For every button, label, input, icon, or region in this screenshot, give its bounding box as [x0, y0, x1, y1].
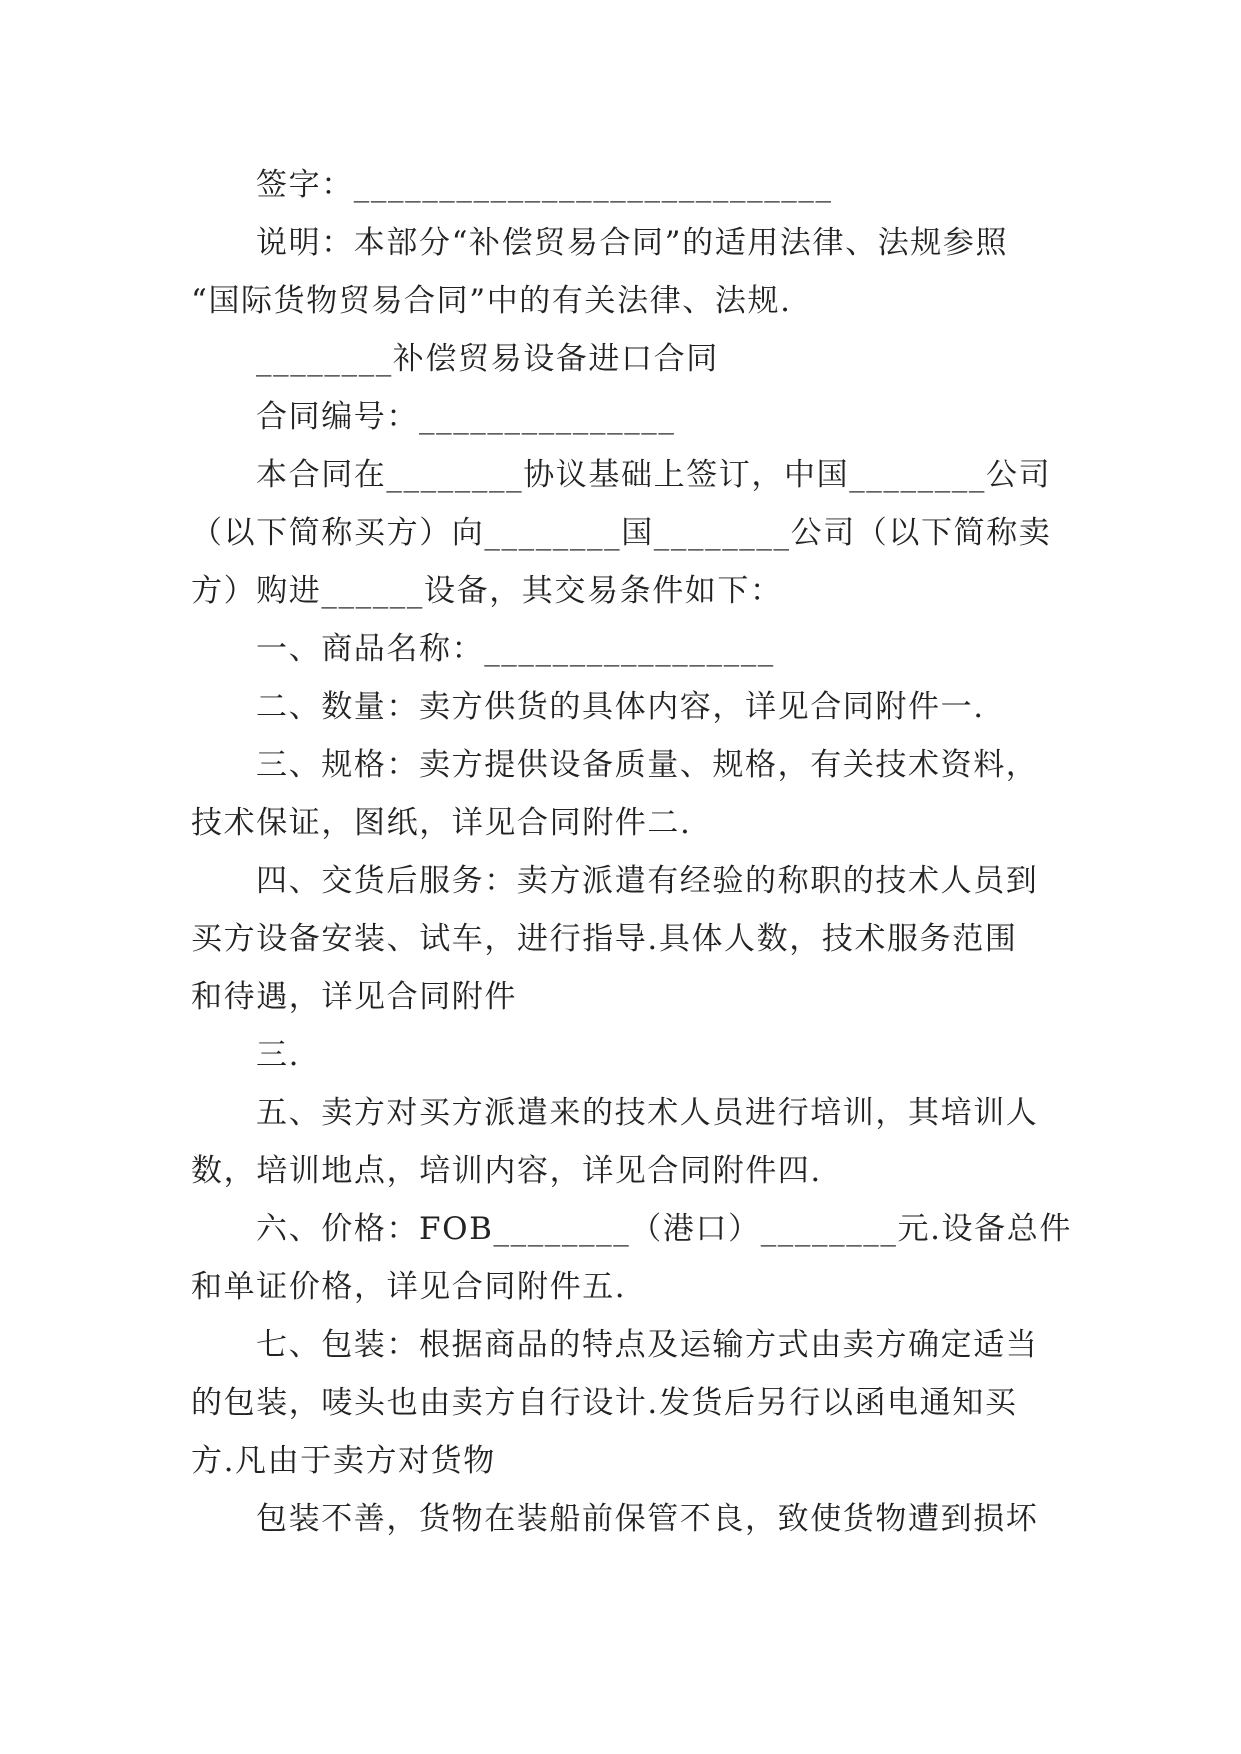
clause-6-line-2: 和单证价格，详见合同附件五. [191, 1269, 627, 1305]
signature-line: 签字：____________________________ [256, 167, 833, 203]
clause-5-line-1: 五、卖方对买方派遣来的技术人员进行培训，其培训人 [256, 1095, 1039, 1131]
note-paragraph-line-2: “国际货物贸易合同”中的有关法律、法规. [191, 283, 792, 319]
clause-4-line-2: 买方设备安装、试车，进行指导.具体人数，技术服务范围 [191, 921, 1018, 957]
clause-4-line-4: 三. [256, 1037, 301, 1073]
clause-7-line-2: 的包装，唛头也由卖方自行设计.发货后另行以函电通知买 [191, 1385, 1018, 1421]
intro-paragraph-line-3: 方）购进______设备，其交易条件如下： [191, 573, 783, 609]
clause-5-line-2: 数，培训地点，培训内容，详见合同附件四. [191, 1153, 822, 1189]
clause-2-line-1: 二、数量：卖方供货的具体内容，详见合同附件一. [256, 689, 985, 725]
clause-6-line-1: 六、价格：FOB________（港口）________元.设备总件 [256, 1211, 1072, 1247]
intro-paragraph-line-1: 本合同在________协议基础上签订，中国________公司 [256, 457, 1052, 493]
contract-title: ________补偿贸易设备进口合同 [256, 341, 719, 377]
clause-4-line-3: 和待遇，详见合同附件 [191, 979, 517, 1015]
note-paragraph-line-1: 说明：本部分“补偿贸易合同”的适用法律、法规参照 [256, 225, 1009, 261]
clause-4-line-1: 四、交货后服务：卖方派遣有经验的称职的技术人员到 [256, 863, 1039, 899]
clause-3-line-2: 技术保证，图纸，详见合同附件二. [191, 805, 692, 841]
clause-3-line-1: 三、规格：卖方提供设备质量、规格，有关技术资料， [256, 747, 1039, 783]
clause-7-line-3: 方.凡由于卖方对货物 [191, 1443, 496, 1479]
clause-1-line-1: 一、商品名称：_________________ [256, 631, 775, 667]
intro-paragraph-line-2: （以下简称买方）向________国________公司（以下简称卖 [191, 515, 1052, 551]
clause-7-line-1: 七、包装：根据商品的特点及运输方式由卖方确定适当 [256, 1327, 1039, 1363]
clause-7-line-4: 包装不善，货物在装船前保管不良，致使货物遭到损坏 [256, 1501, 1039, 1537]
contract-number-line: 合同编号：_______________ [256, 399, 676, 435]
